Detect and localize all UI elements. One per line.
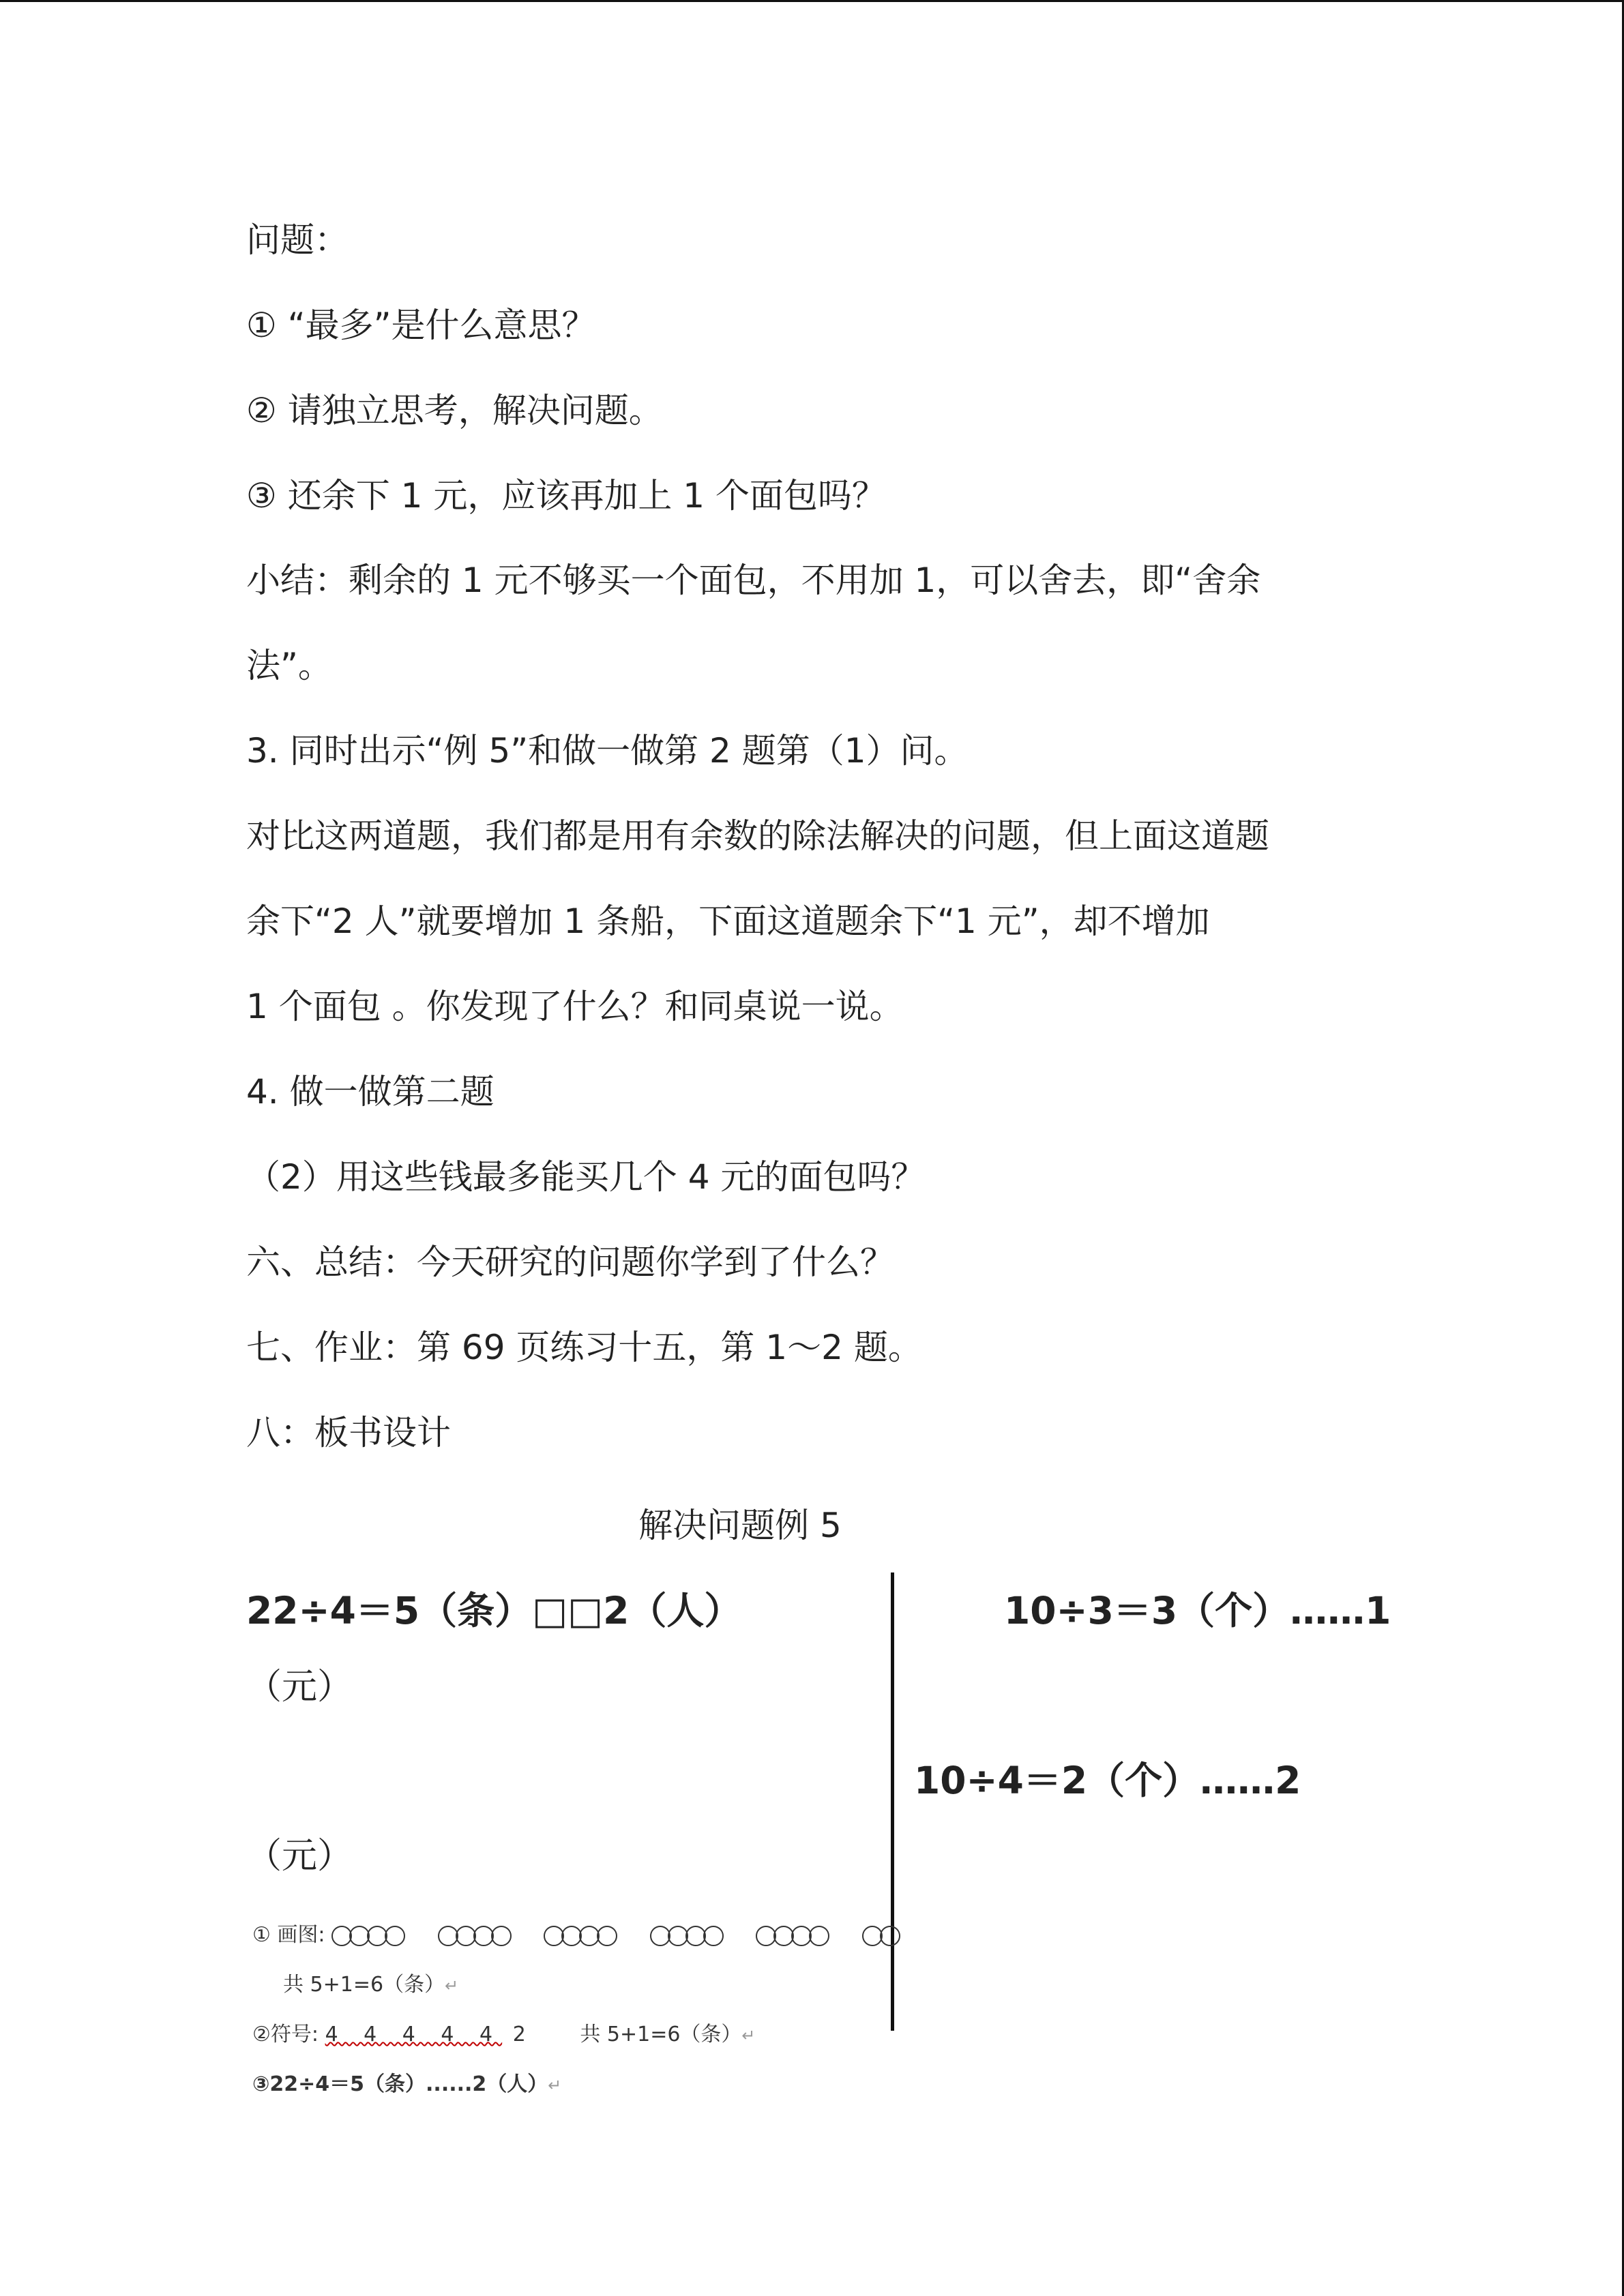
board-yuan-1: （元）	[246, 1667, 353, 1708]
text-line-board-design: 八：板书设计	[246, 1413, 451, 1452]
note-drawing-label: ① 画图:	[252, 1923, 325, 1947]
return-mark-icon: ↵	[445, 1976, 459, 1995]
text-line-homework: 七、作业：第 69 页练习十五，第 1～2 题。	[246, 1328, 922, 1367]
note-equation	[252, 2067, 561, 2097]
note-symbol-digits: 4 4 4 4 4	[325, 2023, 503, 2046]
text-line-step-4-q2: （2）用这些钱最多能买几个 4 元的面包吗？	[246, 1157, 926, 1197]
note-total-1-text: 共 5+1=6（条）	[283, 1973, 445, 1997]
circle-icon	[880, 1926, 900, 1946]
circle-group-1	[331, 1923, 402, 1947]
return-mark-icon: ↵	[548, 2076, 562, 2095]
return-mark-icon: ↵	[741, 2026, 756, 2045]
circle-icon	[597, 1926, 617, 1946]
board-left-equation: 22÷4＝5（条）□□2（人）	[246, 1589, 742, 1632]
text-line-step-3: 3. 同时出示“例 5”和做一做第 2 题第（1）问。	[246, 731, 969, 771]
note-symbol	[252, 2017, 756, 2047]
circle-icon	[809, 1926, 829, 1946]
circle-icon	[385, 1926, 405, 1946]
circle-group-2	[438, 1923, 509, 1947]
note-drawing	[252, 1918, 898, 1948]
board-yuan-2: （元）	[246, 1836, 353, 1877]
text-line-summary: 小结：剩余的 1 元不够买一个面包，不用加 1，可以舍去，即“舍余	[246, 561, 1261, 600]
board-title: 解决问题例 5	[638, 1506, 842, 1545]
text-line-q2: ② 请独立思考，解决问题。	[246, 391, 663, 430]
board-divider	[891, 1572, 894, 2031]
text-line-q3: ③ 还余下 1 元，应该再加上 1 个面包吗？	[246, 476, 886, 516]
circle-group-3	[544, 1923, 615, 1947]
text-line-q1: ① “最多”是什么意思？	[246, 305, 596, 345]
text-line-compare-1: 对比这两道题，我们都是用有余数的除法解决的问题，但上面这道题	[246, 816, 1269, 856]
circle-group-4	[650, 1923, 721, 1947]
circle-icon	[703, 1926, 724, 1946]
circle-group-6	[862, 1923, 898, 1947]
text-line-summary-cont: 法”。	[246, 646, 332, 685]
note-total-1	[283, 1967, 458, 1997]
top-border	[0, 0, 1624, 2]
note-symbol-label: ②符号:	[252, 2023, 319, 2046]
text-line-compare-2: 余下“2 人”就要增加 1 条船，下面这道题余下“1 元”，却不增加	[246, 901, 1210, 941]
text-line-step-4: 4. 做一做第二题	[246, 1072, 494, 1112]
note-total-2: 共 5+1=6（条）	[580, 2023, 742, 2046]
text-line-conclusion: 六、总结：今天研究的问题你学到了什么？	[246, 1242, 894, 1282]
board-right-equation-1: 10÷3＝3（个）……1	[1004, 1589, 1391, 1632]
board-right-equation-2: 10÷4＝2（个）……2	[914, 1759, 1301, 1802]
note-symbol-remainder: 2	[512, 2023, 526, 2046]
circle-icon	[491, 1926, 512, 1946]
text-line-compare-3: 1 个面包 。你发现了什么？和同桌说一说。	[246, 987, 904, 1026]
circle-group-5	[756, 1923, 827, 1947]
text-line-questions: 问题：	[246, 220, 349, 260]
note-equation-text: ③22÷4＝5（条）......2（人）	[252, 2072, 548, 2096]
